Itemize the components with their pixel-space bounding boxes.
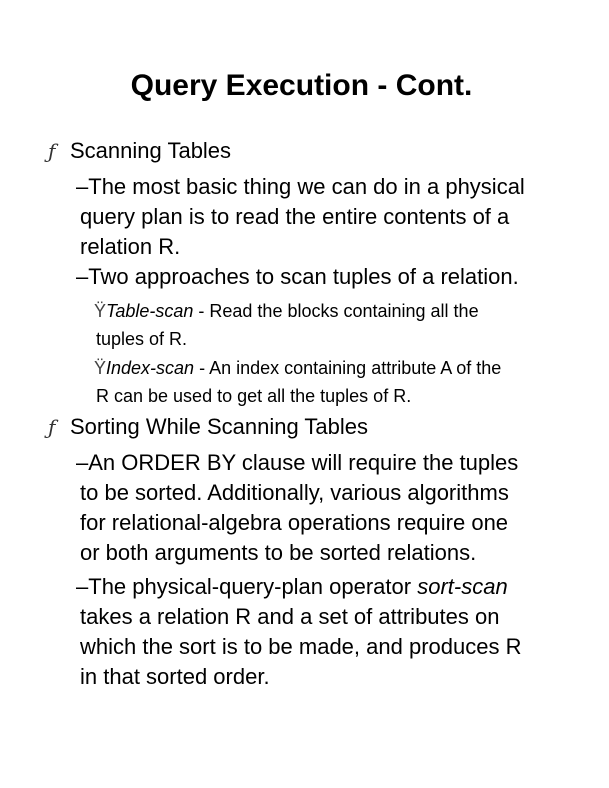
term-table-scan: Table-scan — [106, 301, 194, 321]
sub-point-line: –The most basic thing we can do in a physical — [76, 174, 525, 199]
bullet-sorting — [48, 412, 368, 442]
sub-point-line: relation R. — [80, 234, 181, 259]
sub-point-line: –Two approaches to scan tuples of a relation. — [76, 264, 519, 289]
sub-bullet-icon: Ÿ — [94, 301, 107, 321]
bullet-scanning-tables — [48, 136, 231, 166]
slide-title: Query Execution - Cont. — [130, 69, 473, 102]
sub-point-line: in that sorted order. — [80, 664, 270, 689]
bullet-icon: ƒ — [48, 415, 56, 439]
dash-icon: – — [76, 174, 89, 199]
bullet-icon: ƒ — [48, 139, 56, 163]
sub-point-line: –The physical-query-plan operator sort-scan — [76, 574, 508, 599]
sub-point-line: to be sorted. Additionally, various algorithms — [80, 480, 509, 505]
index-scan-item-cont: R can be used to get all the tuples of R. — [96, 386, 412, 406]
bullet-heading: Scanning Tables — [70, 138, 232, 163]
term-index-scan: Index-scan — [106, 358, 195, 378]
table-scan-item: ŸTable-scan - Read the blocks containing all the — [96, 298, 479, 324]
sub-point-line: query plan is to read the entire contents of a — [80, 204, 510, 229]
dash-icon: – — [76, 264, 89, 289]
sub-point-line: for relational-algebra operations require one — [80, 510, 509, 535]
sub-point-line: –An ORDER BY clause will require the tuples — [76, 450, 519, 475]
index-scan-item: ŸIndex-scan - An index containing attribute A of the — [96, 355, 501, 381]
dash-icon: – — [76, 450, 89, 475]
sub-point-line: which the sort is to be made, and produces R — [80, 634, 522, 659]
sub-bullet-icon: Ÿ — [94, 358, 107, 378]
term-sort-scan: sort-scan — [417, 574, 508, 599]
bullet-heading: Sorting While Scanning Tables — [70, 414, 368, 439]
sub-point-line: or both arguments to be sorted relations. — [80, 540, 477, 565]
table-scan-item-cont: tuples of R. — [96, 329, 188, 349]
sub-point-line: takes a relation R and a set of attributes on — [80, 604, 500, 629]
dash-icon: – — [76, 574, 89, 599]
